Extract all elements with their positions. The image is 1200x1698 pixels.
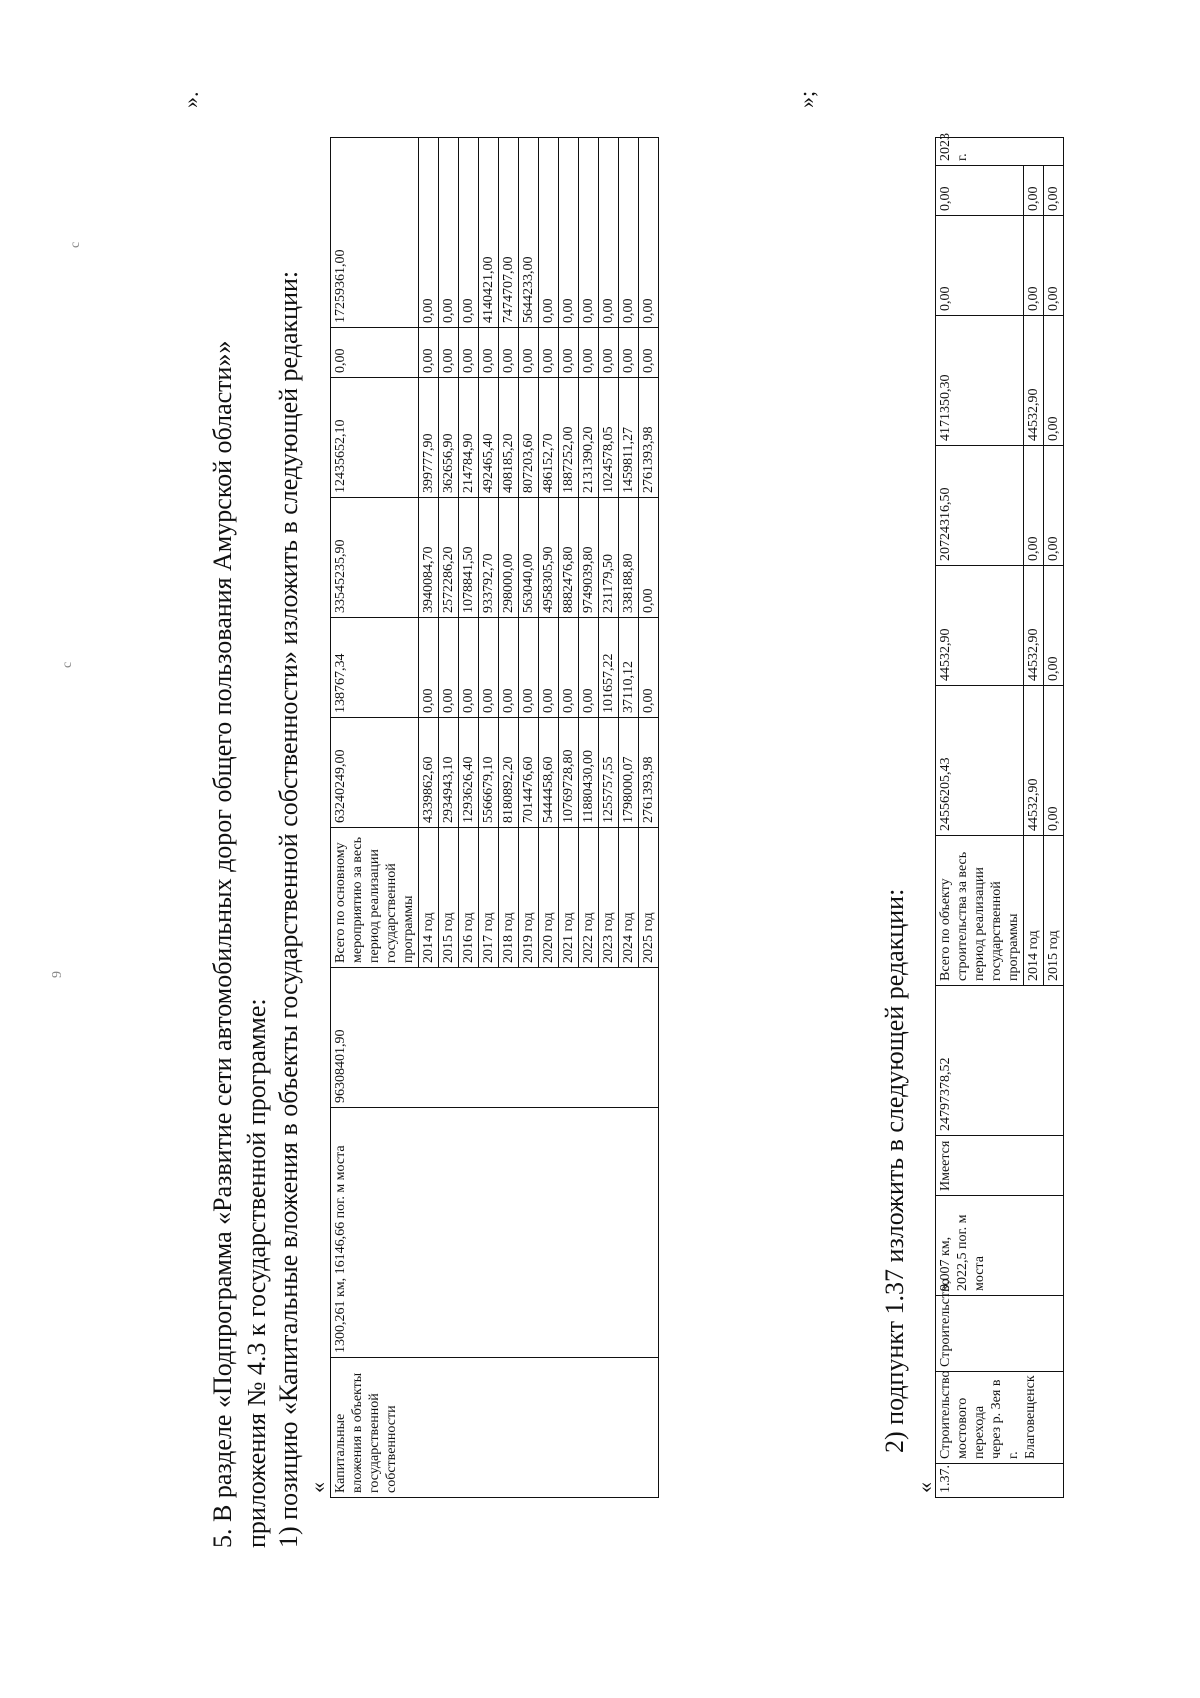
value-cell: 0,00	[559, 138, 579, 328]
value-cell: 0,00	[459, 138, 479, 328]
value-cell: 0,00	[1024, 446, 1044, 566]
value-cell: 0,00	[599, 328, 619, 378]
value-cell: 5644233,00	[519, 138, 539, 328]
value-cell: 0,00	[479, 618, 499, 718]
value-cell: 933792,70	[479, 498, 499, 618]
value-cell: 1255757,55	[599, 718, 619, 828]
value-cell: 44532,90	[1024, 566, 1044, 686]
value-cell: 298000,00	[499, 498, 519, 618]
value-cell: 0,00	[419, 328, 439, 378]
year-cell: 2016 год	[459, 828, 479, 968]
row-number-cell: 1.37.	[936, 1464, 1064, 1498]
value-cell: 0,00	[1044, 446, 1064, 566]
value-cell: 399777,90	[419, 378, 439, 498]
year-cell: 2023 год	[599, 828, 619, 968]
value-cell: 0,00	[579, 138, 599, 328]
total-cell: 24556205,43	[936, 686, 1024, 836]
open-quote: «	[912, 1482, 937, 1493]
value-cell: 0,00	[439, 328, 459, 378]
value-cell: 2934943,10	[439, 718, 459, 828]
table-row	[331, 138, 419, 1498]
year-cell: 2019 год	[519, 828, 539, 968]
scan-mark: с	[60, 661, 75, 668]
scan-mark: с	[68, 241, 83, 248]
value-cell: 0,00	[559, 618, 579, 718]
cost-cell: 24797378,52	[936, 986, 1064, 1136]
value-cell: 0,00	[479, 328, 499, 378]
value-cell: 0,00	[419, 618, 439, 718]
value-cell: 4140421,00	[479, 138, 499, 328]
value-cell: 0,00	[599, 138, 619, 328]
value-cell: 11880430,00	[579, 718, 599, 828]
value-cell: 7014476,60	[519, 718, 539, 828]
year-cell: 2021 год	[559, 828, 579, 968]
total-cell: 4171350,30	[936, 316, 1024, 446]
value-cell: 0,00	[579, 618, 599, 718]
value-cell: 44532,90	[1024, 686, 1044, 836]
total-cell: 63240249,00	[331, 718, 419, 828]
capital-investment-table	[330, 137, 659, 1498]
docs-cell: Имеется	[936, 1136, 1064, 1196]
value-cell: 0,00	[539, 138, 559, 328]
value-cell: 1459811,27	[619, 378, 639, 498]
value-cell: 0,00	[619, 138, 639, 328]
value-cell: 0,00	[439, 138, 459, 328]
value-cell: 3940084,70	[419, 498, 439, 618]
value-cell: 0,00	[559, 328, 579, 378]
value-cell: 0,00	[1044, 686, 1064, 836]
total-cell: 17259361,00	[331, 138, 419, 328]
value-cell: 338188,80	[619, 498, 639, 618]
value-cell: 0,00	[639, 138, 659, 328]
value-cell: 1024578,05	[599, 378, 619, 498]
total-cell: 12435652,10	[331, 378, 419, 498]
total-cell: 0,00	[936, 216, 1024, 316]
value-cell: 2572286,20	[439, 498, 459, 618]
value-cell: 0,00	[1024, 216, 1044, 316]
value-cell: 492465,40	[479, 378, 499, 498]
object-name-cell: Строительство мостового перехода через р. Зея в г. Благовещенск	[936, 1372, 1064, 1464]
total-cell: 138767,34	[331, 618, 419, 718]
value-cell: 5566679,10	[479, 718, 499, 828]
heading-line-1: 5. В разделе «Подпрограмма «Развитие сети автомобильных дорог общего пользования Амурской области»»	[208, 340, 237, 1548]
value-cell: 0,00	[519, 328, 539, 378]
value-cell: 8180892,20	[499, 718, 519, 828]
year-cell: 2018 год	[499, 828, 519, 968]
last-column-cell: 2023 г.	[936, 138, 1064, 166]
year-cell: 2017 год	[479, 828, 499, 968]
total-cell: 33545235,90	[331, 498, 419, 618]
value-cell: 486152,70	[539, 378, 559, 498]
value-cell: 101657,22	[599, 618, 619, 718]
value-cell: 7474707,00	[499, 138, 519, 328]
table-close-mark: »;	[794, 90, 819, 108]
capacity-cell: 1300,261 км, 16146,66 пог. м моста	[331, 1108, 659, 1358]
year-cell: 2015 год	[439, 828, 459, 968]
year-cell: 2022 год	[579, 828, 599, 968]
value-cell: 0,00	[499, 618, 519, 718]
year-cell: 2015 год	[1044, 836, 1064, 986]
object-name-cell: Капитальные вложения в объекты государственной собственности	[331, 1358, 659, 1498]
value-cell: 0,00	[639, 618, 659, 718]
total-cell: 44532,90	[936, 566, 1024, 686]
value-cell: 807203,60	[519, 378, 539, 498]
value-cell: 1293626,40	[459, 718, 479, 828]
total-cell: 20724316,50	[936, 446, 1024, 566]
value-cell: 1078841,50	[459, 498, 479, 618]
cost-cell: 96308401,90	[331, 968, 659, 1108]
value-cell: 2761393,98	[639, 718, 659, 828]
value-cell: 1887252,00	[559, 378, 579, 498]
value-cell: 0,00	[539, 328, 559, 378]
value-cell: 5444458,60	[539, 718, 559, 828]
year-cell: 2020 год	[539, 828, 559, 968]
heading-line-3: 1) позицию «Капитальные вложения в объекты государственной собственности» изложить в следующей редакции:	[274, 270, 303, 1548]
scan-mark: 9	[50, 971, 65, 978]
subpoint-table	[935, 133, 1064, 1498]
year-cell: 2025 год	[639, 828, 659, 968]
value-cell: 2761393,98	[639, 378, 659, 498]
value-cell: 563040,00	[519, 498, 539, 618]
open-quote: «	[305, 1482, 330, 1493]
value-cell: 231179,50	[599, 498, 619, 618]
total-cell: 0,00	[331, 328, 419, 378]
value-cell: 0,00	[1024, 166, 1044, 216]
value-cell: 0,00	[419, 138, 439, 328]
value-cell: 4339862,60	[419, 718, 439, 828]
year-cell: 2014 год	[1024, 836, 1044, 986]
heading-line-2: приложения № 4.3 к государственной программе:	[242, 998, 271, 1548]
value-cell: 362656,90	[439, 378, 459, 498]
value-cell: 0,00	[459, 618, 479, 718]
total-cell: 0,00	[936, 166, 1024, 216]
value-cell: 9749039,80	[579, 498, 599, 618]
value-cell: 1798000,07	[619, 718, 639, 828]
value-cell: 0,00	[519, 618, 539, 718]
value-cell: 10769728,80	[559, 718, 579, 828]
value-cell: 0,00	[1044, 216, 1064, 316]
value-cell: 0,00	[619, 328, 639, 378]
value-cell: 37110,12	[619, 618, 639, 718]
total-label-cell: Всего по объекту строительства за весь период реализации государственной программы	[936, 836, 1024, 986]
type-cell: Строительство	[936, 1296, 1064, 1372]
value-cell: 4958305,90	[539, 498, 559, 618]
value-cell: 0,00	[499, 328, 519, 378]
year-cell: 2014 год	[419, 828, 439, 968]
capacity-cell: 9,007 км, 2022,5 пог. м моста	[936, 1196, 1064, 1296]
value-cell: 0,00	[1044, 166, 1064, 216]
value-cell: 214784,90	[459, 378, 479, 498]
value-cell: 0,00	[459, 328, 479, 378]
value-cell: 2131390,20	[579, 378, 599, 498]
value-cell: 44532,90	[1024, 316, 1044, 446]
subpoint-title: 2) подпункт 1.37 изложить в следующей редакции:	[880, 888, 909, 1453]
table-row	[936, 138, 1024, 1498]
value-cell: 0,00	[639, 498, 659, 618]
value-cell: 0,00	[579, 328, 599, 378]
closing-mark: ».	[178, 91, 203, 108]
value-cell: 0,00	[1044, 316, 1064, 446]
value-cell: 0,00	[539, 618, 559, 718]
total-label-cell: Всего по основному мероприятию за весь период реализации государственной программы	[331, 828, 419, 968]
value-cell: 408185,20	[499, 378, 519, 498]
year-cell: 2024 год	[619, 828, 639, 968]
value-cell: 0,00	[1044, 566, 1064, 686]
value-cell: 8882476,80	[559, 498, 579, 618]
value-cell: 0,00	[639, 328, 659, 378]
value-cell: 0,00	[439, 618, 459, 718]
